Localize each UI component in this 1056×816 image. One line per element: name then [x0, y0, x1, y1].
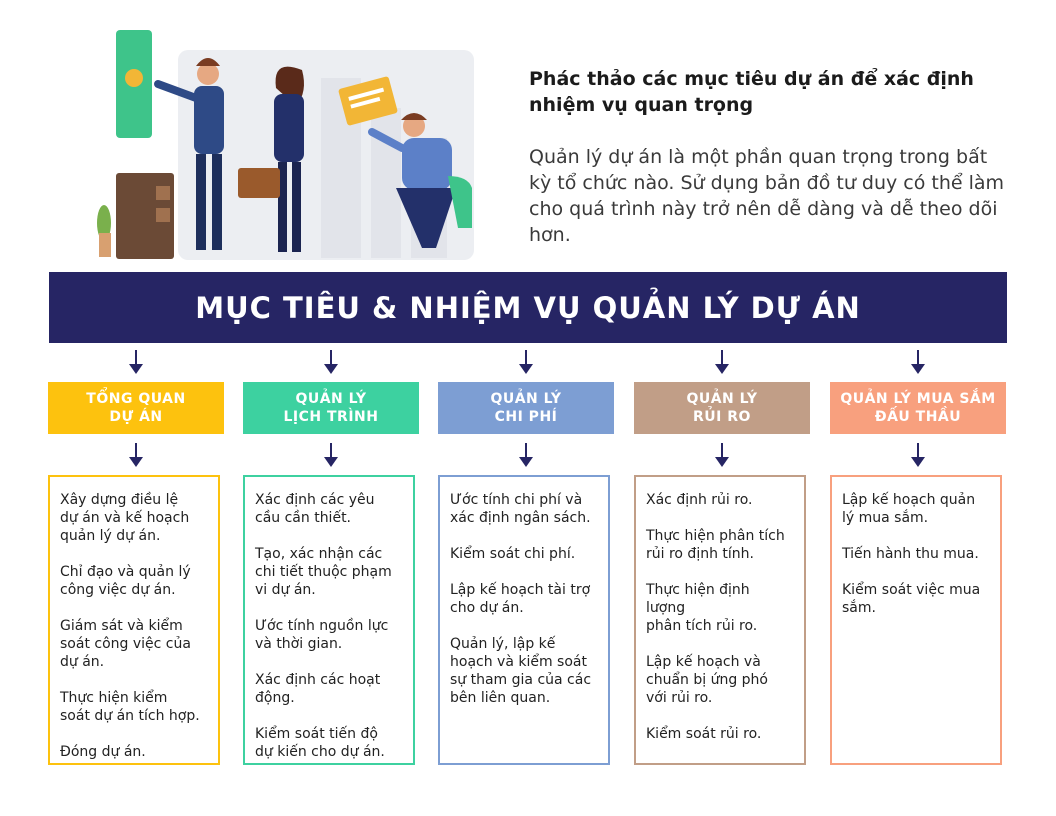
list-item: Kiểm soát việc mua sắm. [842, 582, 981, 616]
list-item: Kiểm soát chi phí. [450, 546, 576, 562]
list-item: Lập kế hoạch tài trợ cho dự án. [450, 582, 591, 616]
list-item: Ước tính chi phí và xác định ngân sách. [450, 492, 591, 526]
list-item: Giám sát và kiểm soát công việc của dự án. [60, 618, 191, 670]
list-item: Đóng dự án. [60, 744, 146, 760]
column-header-risk [634, 382, 810, 434]
arrow-down-icon [128, 443, 144, 469]
task-box-schedule [243, 475, 415, 765]
list-item: Kiểm soát rủi ro. [646, 726, 762, 742]
banner-title: MỤC TIÊU & NHIỆM VỤ QUẢN LÝ DỰ ÁN [195, 290, 861, 325]
list-item: Ước tính nguồn lực và thời gian. [255, 618, 389, 652]
arrow-down-icon [323, 350, 339, 376]
arrow-down-icon [910, 350, 926, 376]
column-header-label: QUẢN LÝ CHI PHÍ [490, 391, 562, 425]
column-header-label: QUẢN LÝ RỦI RO [686, 391, 758, 425]
team-illustration [96, 28, 488, 264]
column-header-cost [438, 382, 614, 434]
list-item: Xác định rủi ro. [646, 492, 753, 508]
list-item: Lập kế hoạch và chuẩn bị ứng phó với rủi ro. [646, 654, 768, 706]
task-box-risk [634, 475, 806, 765]
arrow-down-icon [714, 350, 730, 376]
arrow-down-icon [518, 443, 534, 469]
list-item: Chỉ đạo và quản lý công việc dự án. [60, 564, 191, 598]
task-box-procurement [830, 475, 1002, 765]
column-header-label: QUẢN LÝ LỊCH TRÌNH [283, 391, 379, 425]
arrow-down-icon [910, 443, 926, 469]
banner [49, 272, 1007, 343]
list-item: Quản lý, lập kế hoạch và kiểm soát sự tham gia của các bên liên quan. [450, 636, 592, 706]
list-item: Tiến hành thu mua. [842, 546, 979, 562]
column-header-schedule [243, 382, 419, 434]
list-item: Xây dựng điều lệ dự án và kế hoạch quản lý dự án. [60, 492, 190, 544]
arrow-down-icon [128, 350, 144, 376]
arrow-down-icon [518, 350, 534, 376]
task-box-cost [438, 475, 610, 765]
column-header-procurement [830, 382, 1006, 434]
list-item: Thực hiện phân tích rủi ro định tính. [646, 528, 785, 562]
list-item: Thực hiện kiểm soát dự án tích hợp. [60, 690, 200, 724]
intro-title: Phác thảo các mục tiêu dự án để xác định nhiệm vụ quan trọng [529, 68, 974, 116]
list-item: Tạo, xác nhận các chi tiết thuộc phạm vi dự án. [255, 546, 392, 598]
intro-body: Quản lý dự án là một phần quan trọng trong bất kỳ tổ chức nào. Sử dụng bản đồ tư duy có thể làm cho quá trình này trở nên dễ dàng và dễ theo dõi hơn. [529, 146, 1005, 246]
column-header-label: TỔNG QUAN DỰ ÁN [86, 391, 186, 425]
list-item: Xác định các hoạt động. [255, 672, 381, 706]
arrow-down-icon [714, 443, 730, 469]
task-box-project-overview [48, 475, 220, 765]
list-item: Kiểm soát tiến độ dự kiến cho dự án. [255, 726, 385, 760]
column-header-project-overview [48, 382, 224, 434]
arrow-down-icon [323, 443, 339, 469]
list-item: Xác định các yêu cầu cần thiết. [255, 492, 375, 526]
list-item: Thực hiện định lượng phân tích rủi ro. [646, 582, 758, 634]
column-header-label: QUẢN LÝ MUA SẮM ĐẤU THẦU [840, 391, 996, 425]
list-item: Lập kế hoạch quản lý mua sắm. [842, 492, 976, 526]
